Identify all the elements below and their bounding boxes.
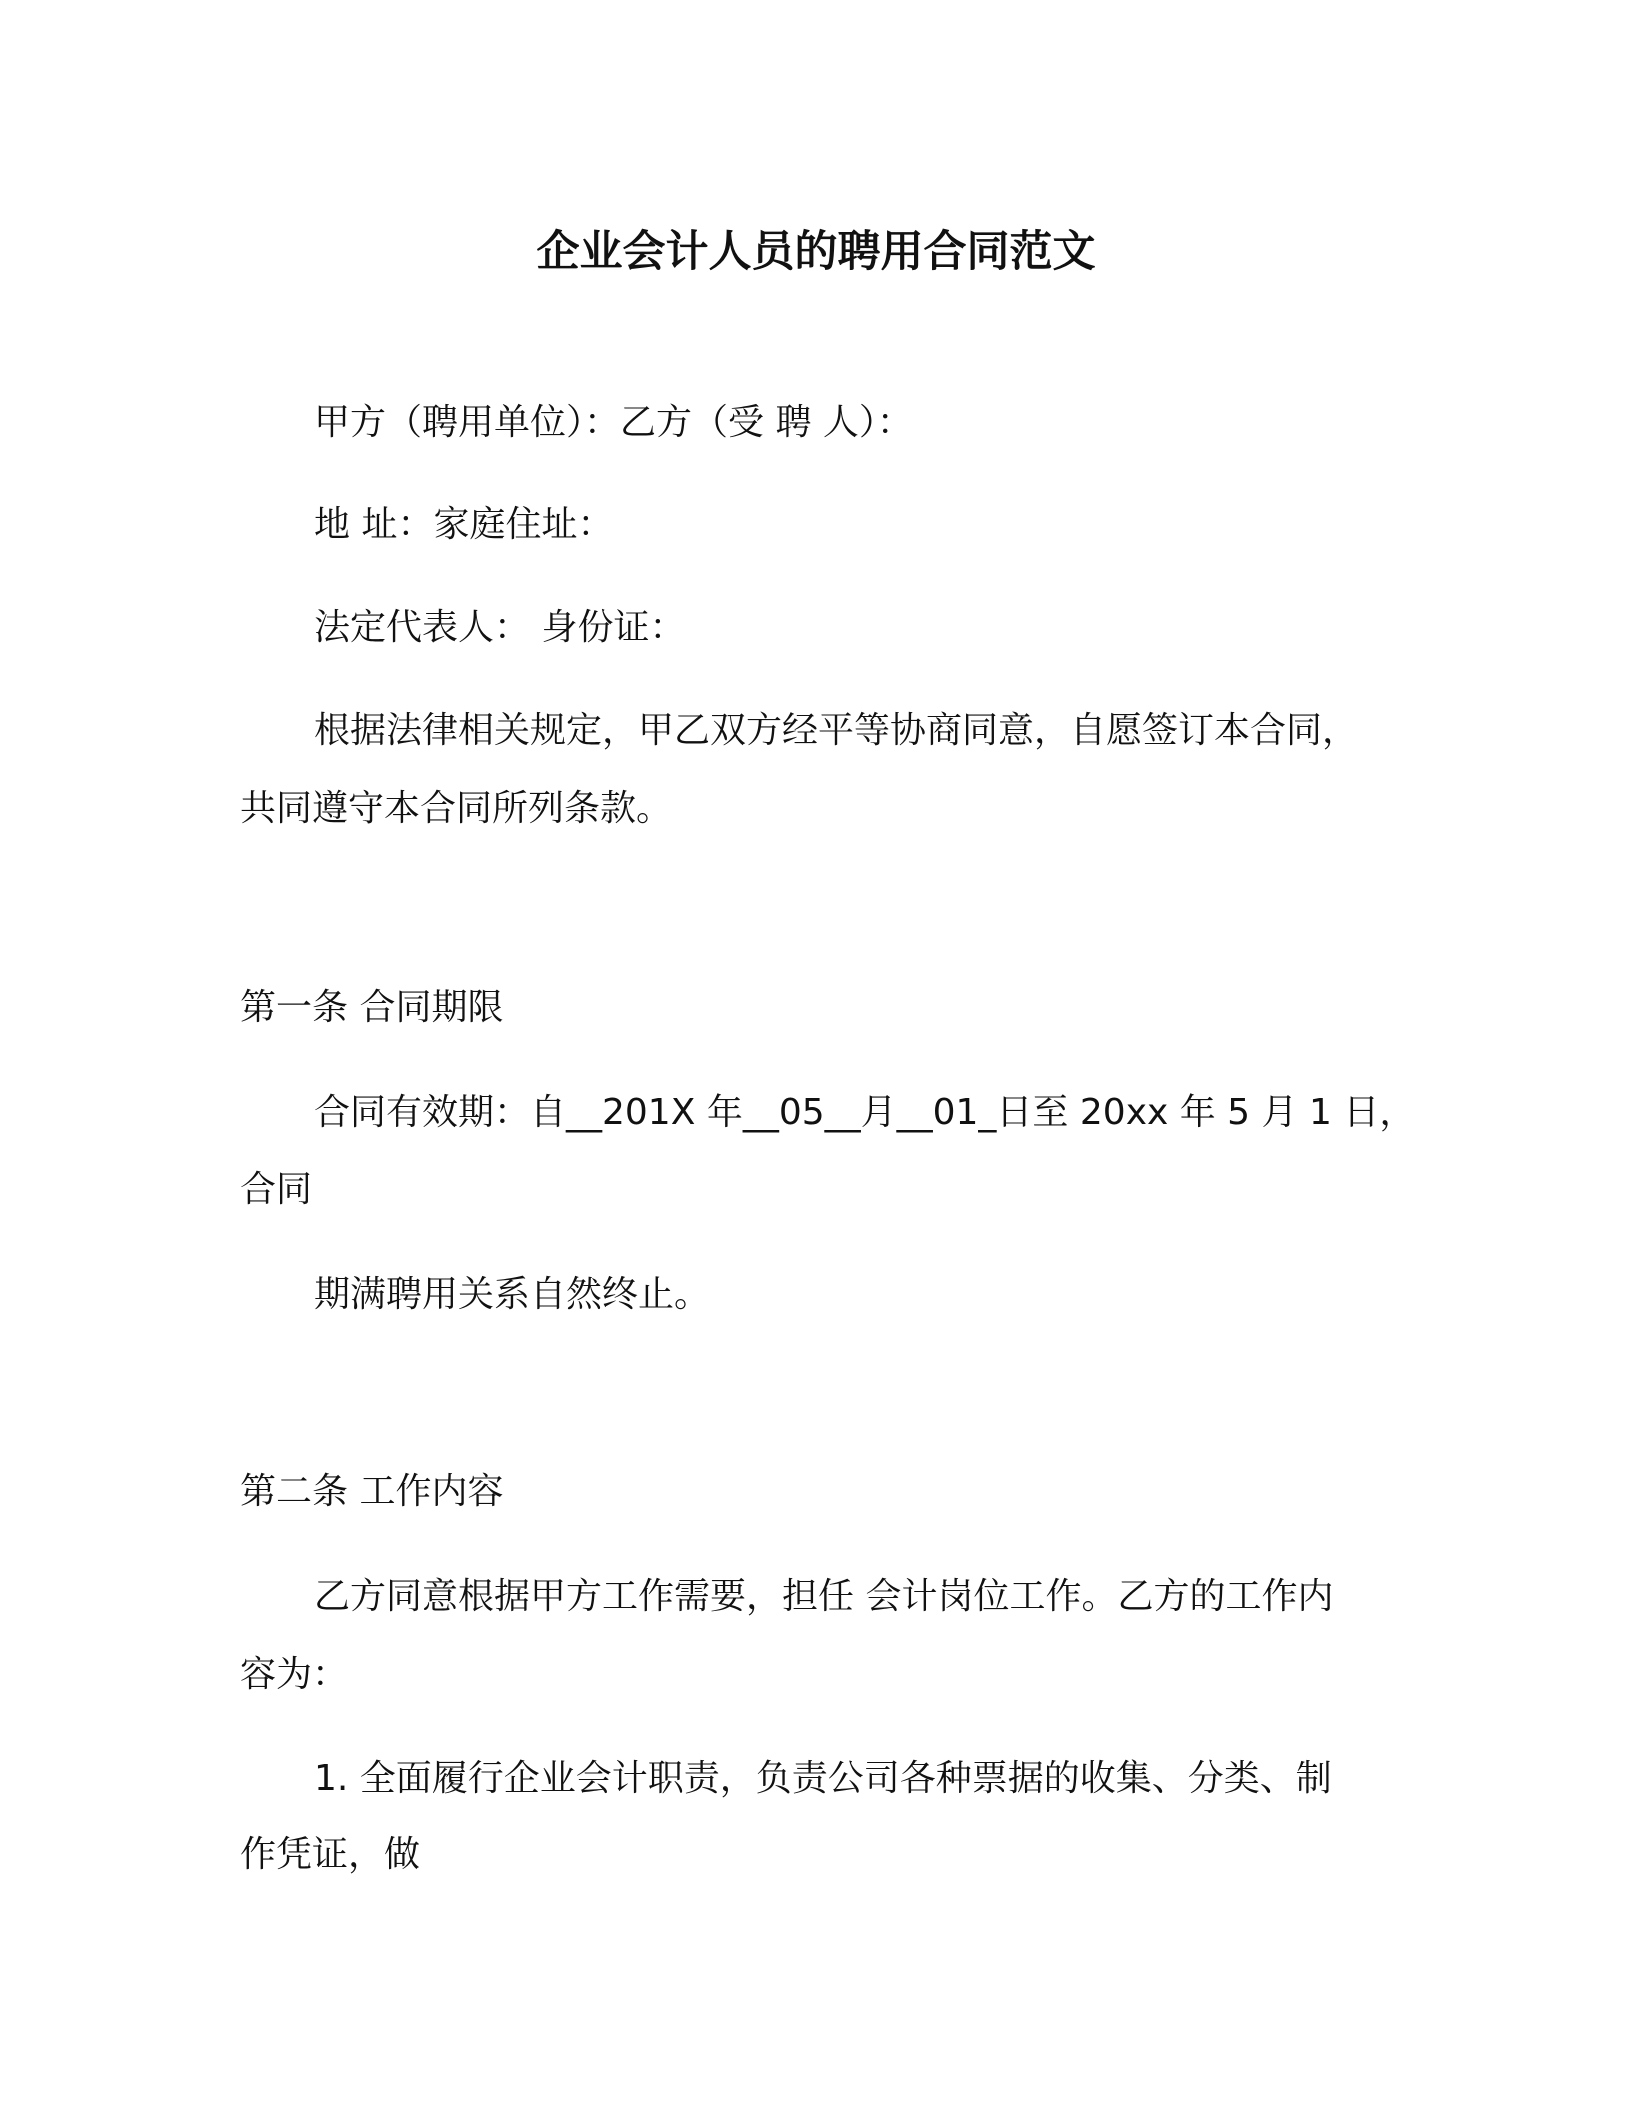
article-1-line-2: 合同 bbox=[240, 1169, 313, 1210]
representative-line: 法定代表人： 身份证： bbox=[314, 607, 686, 648]
article-1-heading: 第一条 合同期限 bbox=[240, 987, 504, 1028]
article-2-item-1-line-1: 1. 全面履行企业会计职责，负责公司各种票据的收集、分类、制 bbox=[314, 1758, 1332, 1799]
address-line: 地 址：家庭住址： bbox=[314, 504, 614, 545]
article-2-item-1-line-2: 作凭证，做 bbox=[240, 1834, 421, 1875]
party-line: 甲方（聘用单位）：乙方（受 聘 人）： bbox=[314, 402, 913, 443]
article-2-heading: 第二条 工作内容 bbox=[240, 1471, 504, 1512]
article-1-line-3: 期满聘用关系自然终止。 bbox=[314, 1274, 711, 1315]
preamble-line-2: 共同遵守本合同所列条款。 bbox=[240, 788, 673, 829]
article-2-line-1: 乙方同意根据甲方工作需要，担任 会计岗位工作。乙方的工作内 bbox=[314, 1576, 1334, 1617]
preamble-line-1: 根据法律相关规定，甲乙双方经平等协商同意，自愿签订本合同， bbox=[314, 710, 1359, 751]
document-title: 企业会计人员的聘用合同范文 bbox=[536, 227, 1096, 277]
article-2-line-2: 容为： bbox=[240, 1654, 349, 1695]
article-1-line-1: 合同有效期：自__201X 年__05__月__01_日至 20xx 年 5 月 1 日， bbox=[314, 1092, 1416, 1133]
